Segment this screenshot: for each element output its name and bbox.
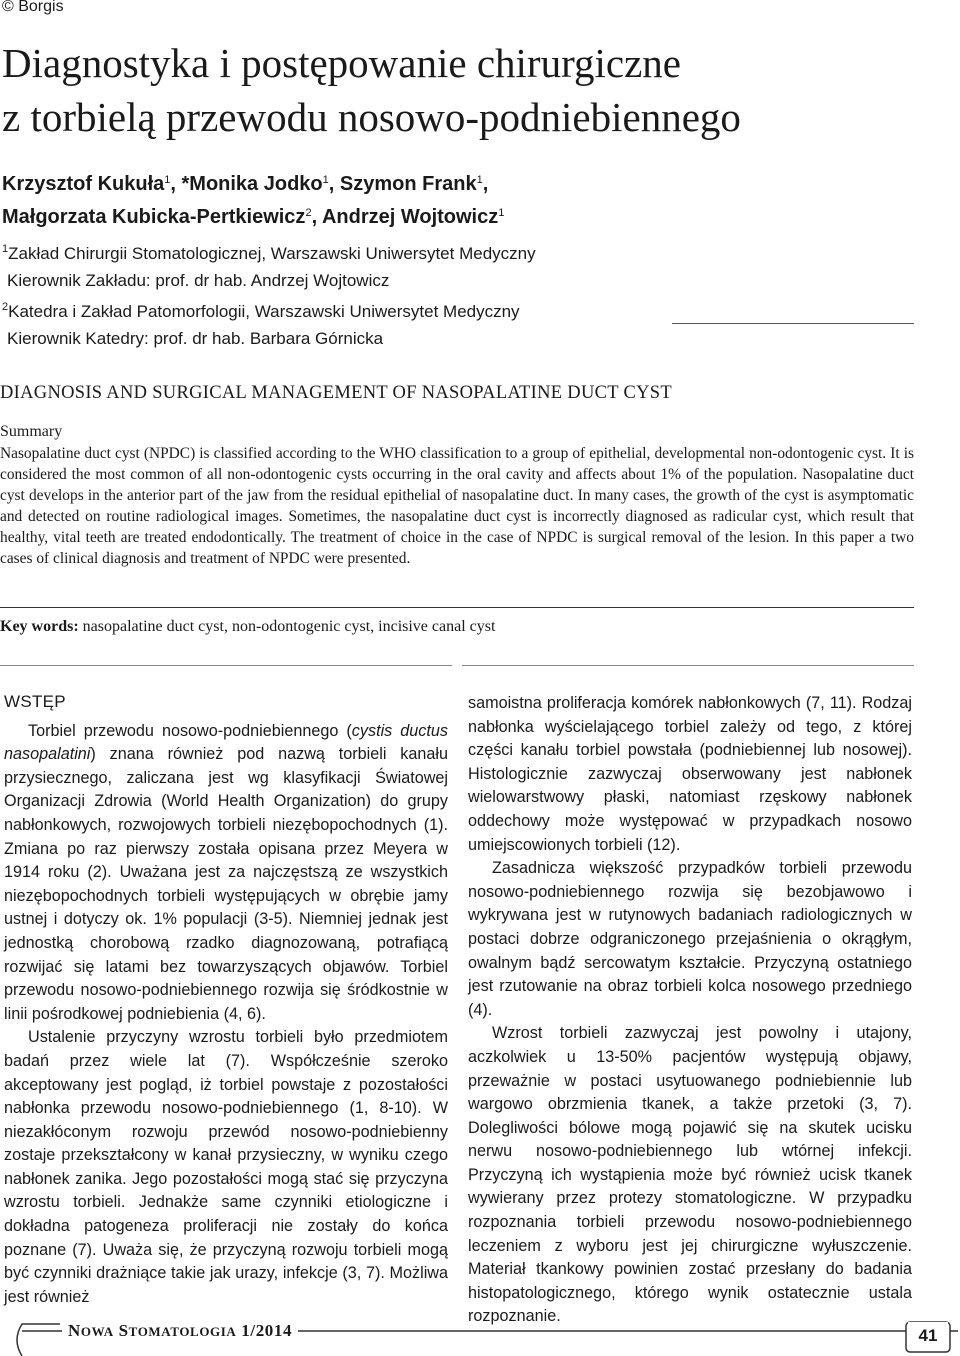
keywords-label: Key words: — [0, 618, 79, 635]
author-name: *Monika Jodko — [181, 173, 323, 195]
title-line-1: Diagnostyka i postępowanie chirurgiczne — [2, 40, 681, 86]
page-number: 41 — [908, 1322, 948, 1350]
summary-text: Nasopalatine duct cyst (NPDC) is classified according to the WHO classification to a group of epithelial, developmental non-odontogenic cyst. It is considered the most common of all non-odontogenic cysts occurring in the oral cavity and affects about 1% of the population. Nasopalatine duct cyst develops in the anterior part of the jaw from the residual epithelial of nasopalatine duct. In many cases, the growth of the cyst is asymptomatic and detected on routine radiological images. Sometimes, the nasopalatine duct cyst is incorrectly diagnosed as radicular cyst, which result that healthy, vital teeth are treated endodontically. The treatment of choice in the case of NPDC is surgical removal of the lesion. In this paper a two cases of clinical diagnosis and treatment of NPDC were presented. — [0, 445, 914, 567]
affiliation-head: Kierownik Katedry: prof. dr hab. Barbara Górnicka — [7, 328, 384, 348]
journal-issue: 1/2014 — [241, 1321, 293, 1340]
author-affiliation-sup: 1 — [322, 174, 329, 186]
paragraph: Torbiel przewodu nosowo-podniebiennego (cystis ductus nasopalatini) znana również pod nazwą torbieli kanału przysiecznego, zaliczana jest wg klasyfikacji Światowej Organizacji Zdrowia (World Health Organization) do grupy nabłonkowych, rozwojowych torbieli niezębopochodnych (1). Zmiana po raz pierwszy została opisana przez Meyera w 1914 roku (2). Uważana jest za najczęstszą ze wszystkich niezębopochodnych torbieli występujących w obrębie jamy ustnej i dotyczy ok. 1% populacji (3-5). Niemniej jednak jest jednostką chorobową rzadko diagnozowaną, potrafiącą rozwijać się latami bez towarzyszących objawów. Torbiel przewodu nosowo-podniebiennego rozwija się śródkostnie w linii pośrodkowej podniebienia (4, 6). — [4, 721, 448, 1023]
author-list: Krzysztof Kukuła$^1$, *Monika Jodko$^1$, Szymon Frank$^1$, Małgorzata Kubicka-Pertkiewicz$^2$, Andrzej Wojtowicz$^1$ — [2, 173, 505, 228]
section-heading: WSTĘP — [4, 692, 66, 711]
author-affiliation-sup: 1 — [498, 207, 505, 219]
copyright-notice: © Borgis — [2, 0, 64, 15]
affiliation-head: Kierownik Zakładu: prof. dr hab. Andrzej Wojtowicz — [7, 270, 390, 290]
paragraph: Wzrost torbieli zazwyczaj jest powolny i utajony, aczkolwiek u 13-50% pacjentów występują objawy, przeważnie w postaci usytuowanego podniebiennie lub wargowo obrzmienia tkanek, a także przetoki (3, 7). Dolegliwości bólowe mogą pojawić się na skutek ucisku nerwu nosowo-podniebiennego lub wtórnej infekcji. Przyczyną ich wystąpienia może być również ucisk tkanek wywierany przez protezy stomatologiczne. W przypadku rozpoznania torbieli przewodu nosowo-podniebiennego leczeniem z wyboru jest jej chirurgiczne wyłuszczenie. Materiał tkankowy powinien zostać przesłany do badania histopatologicznego, którego wynik ostatecznie ustala rozpoznanie. — [468, 1024, 912, 1326]
author-name: Szymon Frank — [339, 173, 477, 195]
paragraph: Zasadnicza większość przypadków torbieli przewodu nosowo-podniebiennego rozwija się bezobjawowo i wykrywana jest w rutynowych badaniach radiologicznych w postaci dobrze odgraniczonego przejaśnienia o okrągłym, owalnym bądź sercowatym kształcie. Przyczyną ostatniego jest rzutowanie na obraz torbieli kolca nosowego przedniego (4). — [468, 859, 912, 1019]
affiliation-unit: $^2$Katedra i Zakład Patomorfologii, Warszawski Uniwersytet Medyczny — [2, 301, 520, 321]
paragraph: Ustalenie przyczyny wzrostu torbieli było przedmiotem badań przez wiele lat (7). Współcześnie szeroko akceptowany jest pogląd, iż torbiel powstaje z pozostałości nabłonka przewodu nosowo-podniebiennego (1, 8-10). W niezakłóconym rozwoju przewód nosowo-podniebienny zostaje przekształcony w kanał przysieczny, w wyniku czego nabłonek zanika. Jego pozostałości mogą stać się przyczyna wzrostu torbieli. Jednakże same czynniki etiologiczne i dokładna patogeneza proliferacji nie zostały do końca poznane (7). Uważa się, że przyczyną rozwoju torbieli mogą być czynniki drażniące takie jak urazy, infekcje (3, 7). Możliwa jest również — [4, 1028, 448, 1306]
journal-name: NOWA STOMATOLOGIA 1/2014 — [62, 1321, 298, 1341]
english-title: DIAGNOSIS AND SURGICAL MANAGEMENT OF NASOPALATINE DUCT CYST — [0, 383, 672, 403]
affiliation-unit: $^1$Zakład Chirurgii Stomatologicznej, Warszawski Uniwersytet Medyczny — [2, 243, 536, 263]
paragraph: samoistna proliferacja komórek nabłonkowych (7, 11). Rodzaj nabłonka wyścielającego torbiel zależy od tego, z której części kanału torbiel powstała (podniebiennej lub nosowej). Histologicznie zazwyczaj obserwowany jest nabłonek wielowarstwowy płaski, natomiast rzęskowy nabłonek oddechowy może występować w przypadkach nosowo umiejscowionych torbieli (12). — [468, 694, 912, 854]
author-affiliation-sup: 1 — [476, 174, 483, 186]
author-affiliation-sup: 2 — [305, 207, 312, 219]
author-name: Małgorzata Kubicka-Pertkiewicz — [2, 206, 306, 228]
author-name: Krzysztof Kukuła — [2, 173, 165, 195]
author-name: Andrzej Wojtowicz — [321, 206, 499, 228]
summary-heading: Summary — [0, 423, 63, 440]
keywords-text: nasopalatine duct cyst, non-odontogenic cyst, incisive canal cyst — [82, 618, 496, 635]
title-line-2: z torbielą przewodu nosowo-podniebiennego — [2, 94, 741, 140]
author-affiliation-sup: 1 — [164, 174, 171, 186]
